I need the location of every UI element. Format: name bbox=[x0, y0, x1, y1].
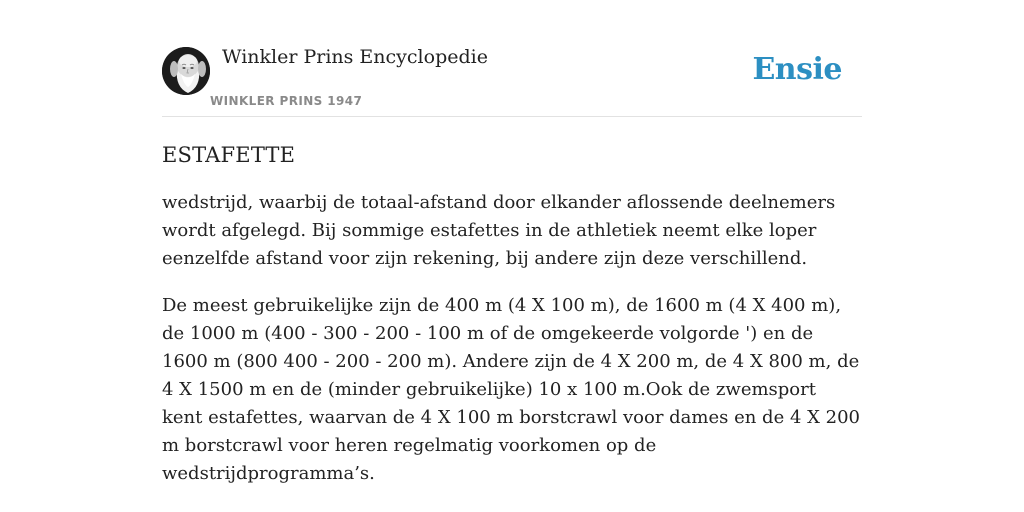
source-subtitle[interactable]: WINKLER PRINS 1947 bbox=[210, 94, 363, 108]
article-card bbox=[162, 44, 862, 488]
article-title: ESTAFETTE bbox=[162, 143, 296, 167]
bearded-man-portrait-icon bbox=[162, 47, 210, 95]
header-divider bbox=[162, 116, 862, 117]
source-avatar[interactable] bbox=[162, 47, 210, 95]
source-header bbox=[162, 44, 862, 116]
article-paragraph-1: wedstrijd, waarbij de totaal-afstand door elkander aflossende deelnemers wordt afgelegd. Bij sommige estafettes in de athletiek neemt elke loper eenzelfde afstand voor zijn rekening, bij andere zijn deze verschillend. bbox=[162, 192, 836, 269]
source-name[interactable]: Winkler Prins Encyclopedie bbox=[222, 46, 488, 68]
brand-logo[interactable]: Ensie bbox=[752, 52, 842, 87]
article-paragraph-2: De meest gebruikelijke zijn de 400 m (4 X 100 m), de 1600 m (4 X 400 m), de 1000 m (400 - 300 - 200 - 100 m of de omgekeerde volgorde ') en de 1600 m (800 400 - 200 - 200 m). Andere zijn de 4 X 200 m, de 4 X 800 m, de 4 X 1500 m en de (minder gebruikelijke) 10 x 100 m.Ook de zwemsport kent estafettes, waarvan de 4 X 100 m borstcrawl voor dames en de 4 X 200 m borstcrawl voor heren regelmatig voorkomen op de wedstrijdprogramma’s. bbox=[162, 295, 861, 484]
